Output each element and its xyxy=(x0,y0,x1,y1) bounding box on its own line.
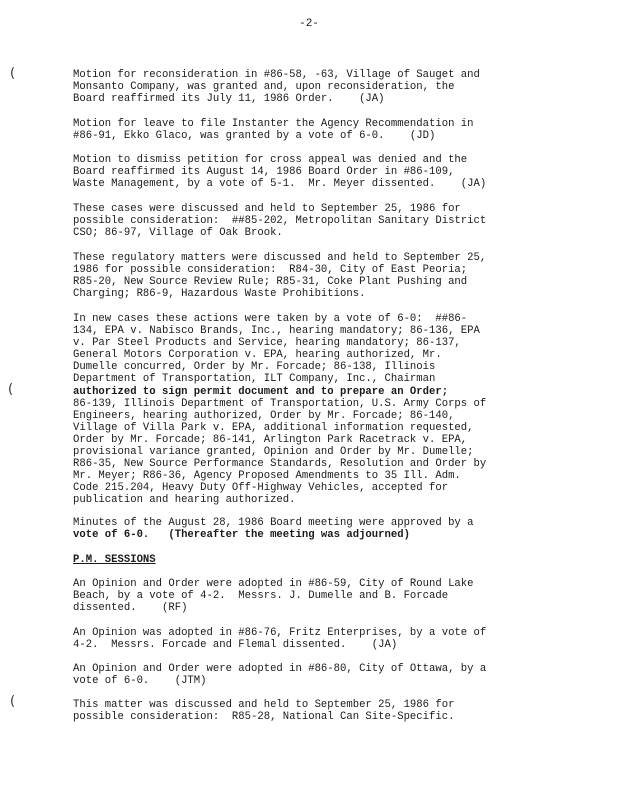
paragraph-cases-held: These cases were discussed and held to September 25, 1986 for possible consideration: ##85-202, Metropolitan Sanitary District CSO; 86-97, Village of Oak Brook. xyxy=(73,203,487,240)
paragraph-reconsideration: Motion for reconsideration in #86-58, -63, Village of Sauget and Monsanto Company, was granted and, upon reconsideration, the Board reaffirmed its July 11, 1986 Order. (JA) xyxy=(73,69,480,106)
paragraph-dismiss-petition: Motion to dismiss petition for cross appeal was denied and the Board reaffirmed its August 14, 1986 Board Order in #86-109, Waste Management, by a vote of 5-1. Mr. Meyer dissented. (JA) xyxy=(73,154,487,191)
paragraph-new-cases: In new cases these actions were taken by a vote of 6-0: ##86- 134, EPA v. Nabisco Brands, Inc., hearing mandatory; 86-136, EPA v. Par Steel Products and Service, hearing mandatory; 86-137, General Motors Corporation v. EPA, hearing authorized, Mr. Dumelle concurred, Order by Mr. Forcade; 86-138, Illinois Department of Transportation, ILT Company, Inc., Chairman authorized to sign permit document and to prepare an Order; 86-139, Illinois Department of Transportation, U.S. Army Corps of Engineers, hearing authorized, Order by Mr. Forcade; 86-140, Village of Villa Park v. EPA, additional information requested, Order by Mr. Forcade; 86-141, Arlington Park Racetrack v. EPA, provisional variance granted, Opinion and Order by Mr. Dumelle; R86-35, New Source Performance Standards, Resolution and Order by Mr. Meyer; R86-36, Agency Proposed Amendments to 35 Ill. Adm. Code 215.204, Heavy Duty Off-Highway Vehicles, accepted for publication and hearing authorized. xyxy=(73,313,487,507)
hole-punch-mark: ( xyxy=(10,694,16,709)
paragraph-leave-to-file: Motion for leave to file Instanter the Agency Recommendation in #86-91, Ekko Glaco, was granted by a vote of 6-0. (JD) xyxy=(73,118,474,143)
paragraph-fritz-enterprises: An Opinion was adopted in #86-76, Fritz Enterprises, by a vote of 4-2. Messrs. Forcade and Flemal dissented. (JA) xyxy=(73,627,487,652)
paragraph-minutes: Minutes of the August 28, 1986 Board meeting were approved by a vote of 6-0. (Thereafter the meeting was adjourned) xyxy=(73,517,474,542)
paragraph-national-can: This matter was discussed and held to September 25, 1986 for possible consideration: R85-28, National Can Site-Specific. xyxy=(73,699,455,724)
paragraph-round-lake-beach: An Opinion and Order were adopted in #86-59, City of Round Lake Beach, by a vote of 4-2. Messrs. J. Dumelle and B. Forcade dissented. (RF) xyxy=(73,578,474,615)
section-heading-pm-sessions: P.M. SESSIONS xyxy=(73,554,156,566)
hole-punch-mark: ( xyxy=(8,382,14,397)
page-number: -2- xyxy=(299,18,319,30)
paragraph-regulatory-matters: These regulatory matters were discussed and held to September 25, 1986 for possible consideration: R84-30, City of East Peoria; R85-20, New Source Review Rule; R85-31, Coke Plant Pushing and Charging; R86-9, Hazardous Waste Prohibitions. xyxy=(73,252,487,301)
hole-punch-mark: ( xyxy=(10,66,16,81)
paragraph-city-of-ottawa: An Opinion and Order were adopted in #86-80, City of Ottawa, by a vote of 6-0. (JTM) xyxy=(73,663,487,688)
